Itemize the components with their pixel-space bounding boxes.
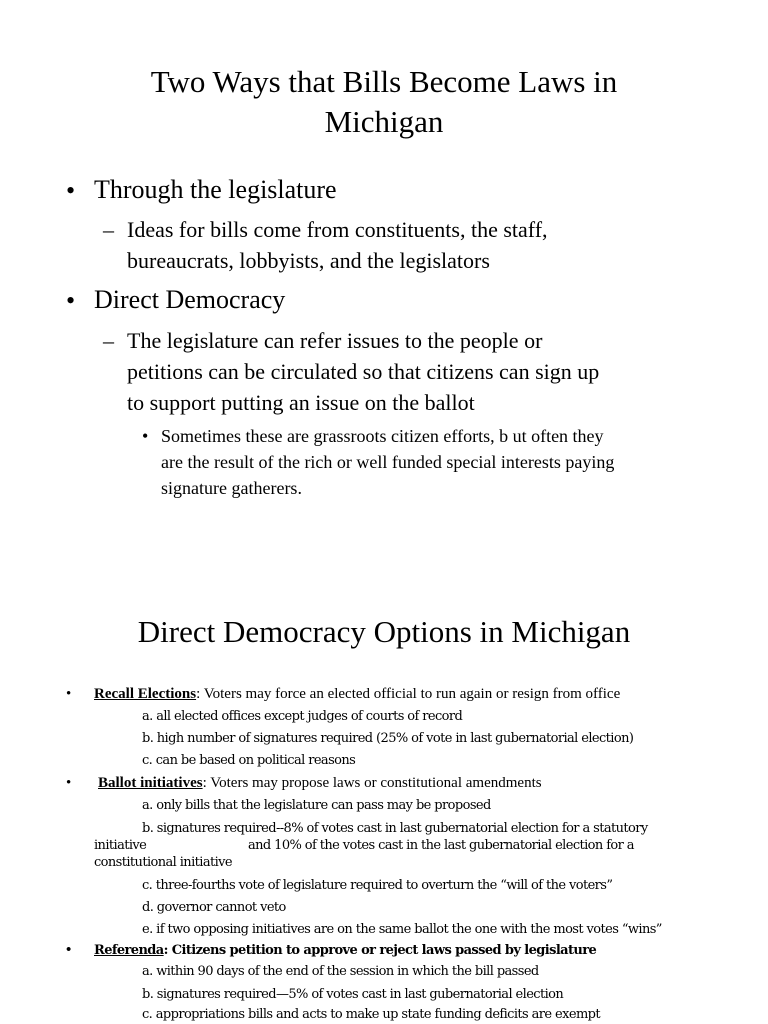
sub-sub-bullet-line-3: signature gatherers. <box>161 478 302 498</box>
sub-bullet-legislature-line-2: petitions can be circulated so that citizens can sign up <box>127 359 600 384</box>
bullet-direct-democracy: Direct Democracy <box>94 285 286 314</box>
ballot-item-a: a. only bills that the legislature can pass may be proposed <box>142 798 491 813</box>
slide-1-title-line-1: Two Ways that Bills Become Laws in <box>150 64 618 99</box>
referenda-heading-line <box>94 942 596 959</box>
recall-elections-description: : Voters may force an elected official to run again or resign from office <box>196 686 621 702</box>
ballot-item-e: e. if two opposing initiatives are on the same ballot the one with the most votes “wins” <box>142 922 662 937</box>
sub-bullet-legislature-line-3: to support putting an issue on the ballot <box>127 390 475 415</box>
referenda-item-a: a. within 90 days of the end of the session in which the bill passed <box>142 964 539 979</box>
dash-marker: – <box>103 217 114 242</box>
sub-bullet-ideas-line-2: bureaucrats, lobbyists, and the legislators <box>127 248 490 273</box>
referenda-item-b: b. signatures required—5% of votes cast in last gubernatorial election <box>142 987 564 1002</box>
ballot-item-d: d. governor cannot veto <box>142 900 286 915</box>
sub-bullet-ideas-line-1: Ideas for bills come from constituents, the staff, <box>127 217 548 242</box>
recall-item-a: a. all elected offices except judges of courts of record <box>142 709 463 724</box>
ballot-item-b-line-3: constitutional initiative <box>94 855 232 870</box>
ballot-initiatives-description: : Voters may propose laws or constitutional amendments <box>202 775 542 791</box>
sub-bullet-legislature-line-1: The legislature can refer issues to the people or <box>127 328 543 353</box>
ballot-initiatives-heading-line <box>98 774 542 792</box>
referenda-description: : Citizens petition to approve or reject laws passed by legislature <box>163 943 597 958</box>
sub-sub-bullet-line-2: are the result of the rich or well funded special interests paying <box>161 452 615 472</box>
referenda-item-c: c. appropriations bills and acts to make up state funding deficits are exempt <box>142 1007 601 1022</box>
ballot-item-b-line-2a: initiative <box>94 838 147 853</box>
bullet-dot: • <box>66 775 72 791</box>
ballot-initiatives-heading: Ballot initiatives <box>98 775 203 791</box>
dash-marker: – <box>103 328 114 353</box>
ballot-item-b-line-2b: and 10% of the votes cast in the last gubernatorial election for a <box>248 838 634 853</box>
ballot-item-c: c. three-fourths vote of legislature required to overturn the “will of the voters” <box>142 878 613 893</box>
bullet-through-legislature: Through the legislature <box>94 175 337 204</box>
bullet-dot: • <box>66 942 72 958</box>
slide-2-title: Direct Democracy Options in Michigan <box>137 614 631 649</box>
recall-item-b: b. high number of signatures required (25% of vote in last gubernatorial election) <box>142 731 634 746</box>
bullet-dot: • <box>66 176 76 205</box>
ballot-item-b-line-1: b. signatures required--8% of votes cast in last gubernatorial election for a statutory <box>142 821 648 836</box>
sub-sub-bullet-line-1: Sometimes these are grassroots citizen efforts, b ut often they <box>161 426 604 446</box>
bullet-dot: • <box>66 286 76 315</box>
bullet-dot-small: • <box>142 426 149 446</box>
recall-elections-heading: Recall Elections <box>94 686 197 702</box>
referenda-heading: Referenda <box>94 943 164 958</box>
recall-item-c: c. can be based on political reasons <box>142 753 356 768</box>
slide-1-title-line-2: Michigan <box>324 104 444 139</box>
bullet-dot: • <box>66 686 72 702</box>
recall-elections-heading-line <box>94 685 620 703</box>
